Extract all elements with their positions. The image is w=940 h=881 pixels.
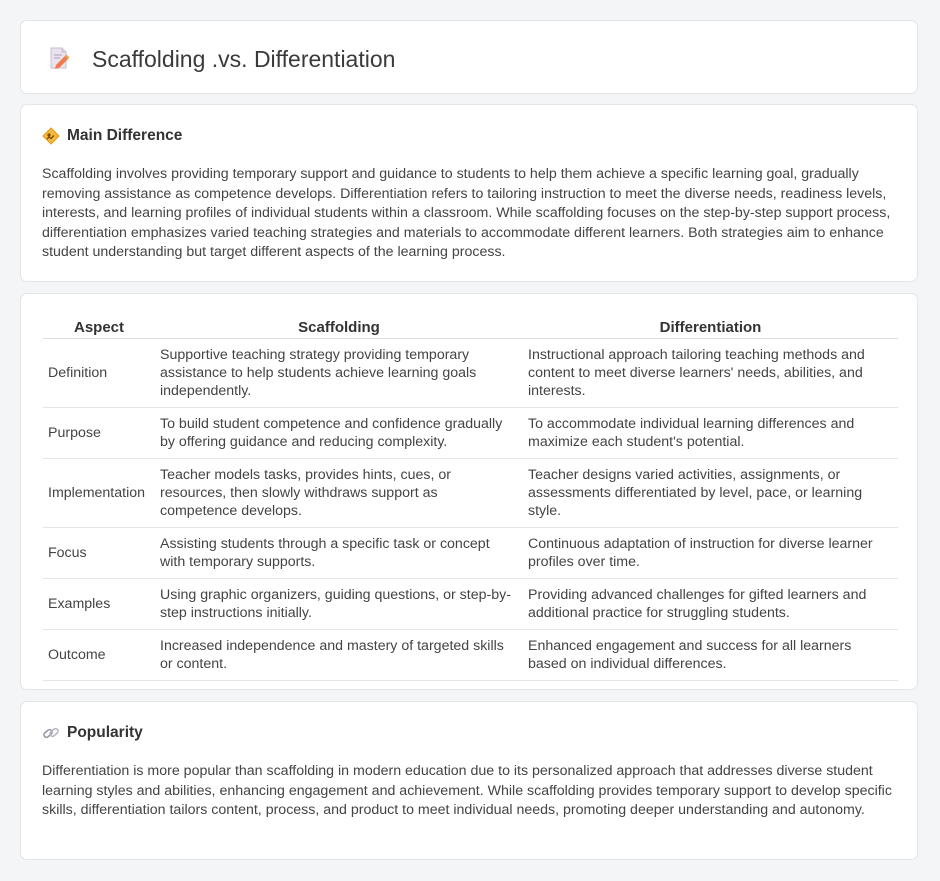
aspect-cell: Focus bbox=[43, 528, 155, 579]
popularity-title: Popularity bbox=[67, 724, 143, 741]
page-title: Scaffolding .vs. Differentiation bbox=[92, 46, 396, 72]
table-header-row bbox=[43, 316, 898, 339]
aspect-cell: Implementation bbox=[43, 459, 155, 528]
main-difference-text: Scaffolding involves providing temporary support and guidance to students to help them achieve a specific learning goal, gradually removing assistance as competence develops. Differentiation refers to tailoring instruction to meet the diverse needs, readiness levels, interests, and learning profiles of individual students within a classroom. While scaffolding focuses on the step-by-step support process, differentiation emphasizes varied teaching strategies and materials to accommodate different learners. Both strategies aim to enhance student understanding but target different aspects of the learning process. bbox=[42, 166, 891, 261]
aspect-cell: Examples bbox=[43, 579, 155, 630]
scaffolding-cell: Teacher models tasks, provides hints, cues, or resources, then slowly withdraws support as competence develops. bbox=[155, 459, 523, 528]
table-row bbox=[43, 339, 898, 408]
header-card bbox=[20, 20, 918, 94]
header-differentiation: Differentiation bbox=[523, 316, 898, 339]
popularity-text: Differentiation is more popular than scaffolding in modern education due to its personalized approach that addresses diverse student learning styles and abilities, enhancing engagement and achievement. While scaffolding provides temporary support to develop specific skills, differentiation tailors content, process, and product to meet individual needs, promoting deeper understanding and autonomy. bbox=[42, 763, 892, 819]
differentiation-cell: Providing advanced challenges for gifted learners and additional practice for struggling students. bbox=[523, 579, 898, 630]
aspect-cell: Definition bbox=[43, 339, 155, 408]
table-row bbox=[43, 630, 898, 681]
table-row bbox=[43, 528, 898, 579]
comparison-card bbox=[20, 293, 918, 690]
differentiation-cell: Enhanced engagement and success for all learners based on individual differences. bbox=[523, 630, 898, 681]
aspect-cell: Outcome bbox=[43, 630, 155, 681]
main-difference-card bbox=[20, 104, 918, 282]
differentiation-cell: To accommodate individual learning differences and maximize each student's potential. bbox=[523, 408, 898, 459]
header-aspect: Aspect bbox=[43, 316, 155, 339]
document-pencil-icon bbox=[48, 46, 70, 70]
comparison-table bbox=[43, 316, 898, 681]
table-row bbox=[43, 459, 898, 528]
scaffolding-cell: To build student competence and confidence gradually by offering guidance and reducing complexity. bbox=[155, 408, 523, 459]
differentiation-cell: Continuous adaptation of instruction for diverse learner profiles over time. bbox=[523, 528, 898, 579]
popularity-card bbox=[20, 701, 918, 860]
link-icon bbox=[42, 724, 60, 742]
differentiation-cell: Instructional approach tailoring teaching methods and content to meet diverse learners' needs, abilities, and interests. bbox=[523, 339, 898, 408]
main-difference-header bbox=[42, 127, 182, 145]
table-row bbox=[43, 408, 898, 459]
differentiation-cell: Teacher designs varied activities, assignments, or assessments differentiated by level, pace, or learning style. bbox=[523, 459, 898, 528]
scaffolding-cell: Using graphic organizers, guiding questions, or step-by-step instructions initially. bbox=[155, 579, 523, 630]
popularity-header bbox=[42, 724, 143, 742]
scaffolding-cell: Supportive teaching strategy providing temporary assistance to help students achieve learning goals independently. bbox=[155, 339, 523, 408]
header-scaffolding: Scaffolding bbox=[155, 316, 523, 339]
scaffolding-cell: Assisting students through a specific task or concept with temporary supports. bbox=[155, 528, 523, 579]
diamond-sign-icon bbox=[42, 127, 60, 145]
aspect-cell: Purpose bbox=[43, 408, 155, 459]
table-row bbox=[43, 579, 898, 630]
scaffolding-cell: Increased independence and mastery of targeted skills or content. bbox=[155, 630, 523, 681]
main-difference-title: Main Difference bbox=[67, 127, 183, 144]
